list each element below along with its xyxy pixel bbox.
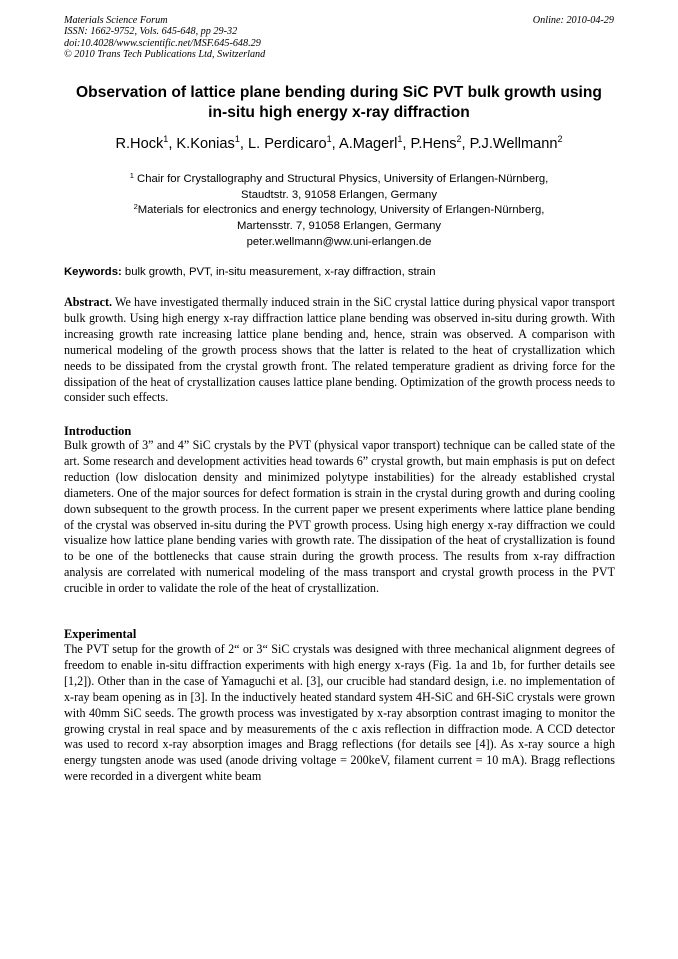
contact-email: peter.wellmann@ww.uni-erlangen.de <box>246 235 432 248</box>
title-line-2: in-situ high energy x-ray diffraction <box>208 104 470 121</box>
affiliations <box>40 172 638 251</box>
author-affil-mark: 1 <box>163 134 169 144</box>
author-affil-mark: 2 <box>456 134 462 144</box>
keywords-text: bulk growth, PVT, in-situ measurement, x-ray diffraction, strain <box>124 266 436 278</box>
experimental-heading: Experimental <box>64 627 137 641</box>
affiliation-2-line-1: $^2$Materials for electronics and energy technology, University of Erlangen-Nürnberg, <box>133 202 545 217</box>
introduction-heading: Introduction <box>64 424 132 438</box>
affiliation-1-line-2: Staudtstr. 3, 91058 Erlangen, Germany <box>241 188 437 201</box>
author-name: R.Hock <box>115 136 164 152</box>
journal-doi: doi:10.4028/www.scientific.net/MSF.645-648.29 <box>64 37 261 49</box>
journal-issn: ISSN: 1662-9752, Vols. 645-648, pp 29-32 <box>64 26 238 38</box>
online-date: Online: 2010-04-29 <box>532 15 614 26</box>
affiliation-1-line-1: $^1$ Chair for Crystallography and Structural Physics, University of Erlangen-Nürnberg, <box>129 171 549 185</box>
journal-copyright: © 2010 Trans Tech Publications Ltd, Switzerland <box>64 49 266 61</box>
author-name: K.Konias <box>176 136 235 152</box>
author-affil-mark: 1 <box>397 134 403 144</box>
author-name: L. Perdicaro <box>247 136 327 152</box>
keywords-label: Keywords: <box>64 266 122 278</box>
author-name: A.Magerl <box>338 136 398 152</box>
author-affil-mark: 1 <box>234 134 240 144</box>
experimental-text: The PVT setup for the growth of 2“ or 3“ SiC crystals was designed with three mechanical alignment degrees of freedom to enable in-situ diffraction experiments with high energy x-rays (Fig. 1a and 1b, for further details see [1,2]). Other than in the case of Yamaguchi et al. [3], our crucible had standard design, i.e. no implementation of x-ray beam opening as in [3]. In the inductively heated standard system 4H-SiC and 6H-SiC crystals were grown with 40mm SiC seeds. The growth process was investigated by x-ray absorption contrast imaging to monitor the growing crystal in real space and by measurements of the c axis reflection in diffraction mode. A CCD detector was used to record x-ray absorption images and Bragg reflections (for details see [4]). As x-ray source a high energy tungsten anode was used (anode driving voltage = 200keV, filament current = 10 mA). Bragg reflections were recorded in a divergent white beam <box>64 642 615 784</box>
journal-name: Materials Science Forum <box>64 15 168 26</box>
abstract-text: We have investigated thermally induced strain in the SiC crystal lattice during physical vapor transport bulk growth. Using high energy x-ray diffraction lattice plane bending was observed in-situ during growth. With increasing growth rate increasing lattice plane bending and, hence, strain was observed. A comparison with numerical modeling of the growth process shows that the latter is related to the heat of crystallization which needs to be dissipated from the crystal growth front. The related temperature gradient as driving force for the dissipation of the heat of crystallization causes lattice plane bending. Optimization of the growth process needs to consider such effects. <box>64 295 616 405</box>
author-name: P.J.Wellmann <box>469 136 558 152</box>
author-affil-mark: 1 <box>326 134 332 144</box>
affiliation-2-line-2: Martensstr. 7, 91058 Erlangen, Germany <box>236 220 442 233</box>
abstract <box>64 295 615 406</box>
journal-header <box>64 15 265 61</box>
abstract-label: Abstract. <box>64 295 113 309</box>
author-list: R.Hock$^1$, K.Konias$^1$, L. Perdicaro$^1$, A.Magerl$^1$, P.Hens$^2$, P.J.Wellmann$^2$ <box>115 134 563 152</box>
author-affil-mark: 2 <box>557 134 563 144</box>
paper-title <box>40 83 638 123</box>
title-line-1: Observation of lattice plane bending during SiC PVT bulk growth using <box>76 84 602 101</box>
keywords <box>64 265 624 280</box>
author-name: P.Hens <box>410 136 457 152</box>
introduction-text: Bulk growth of 3” and 4” SiC crystals by the PVT (physical vapor transport) technique can be called state of the art. Some research and development activities head towards 6” crystal growth, but main emphasis is put on defect reduction (low dislocation density and minimized polytype instabilities) for the already established crystal diameters. One of the major sources for defect formation is strain in the crystal during growth and during cooling down subsequent to the growth process. In the current paper we present experiments where lattice plane bending of the crystal was observed in-situ during the PVT growth process. Using high energy x-ray diffraction we could visualize how lattice plane bending varies with growth rate. The dissipation of the heat of crystallization is found to be one of the bottlenecks that cause strain during the growth process. The results from x-ray diffraction analysis are correlated with numerical modeling of the mass transport and crystal growth process in the PVT crucible in order to validate the role of the heat of crystallization. <box>64 438 615 596</box>
